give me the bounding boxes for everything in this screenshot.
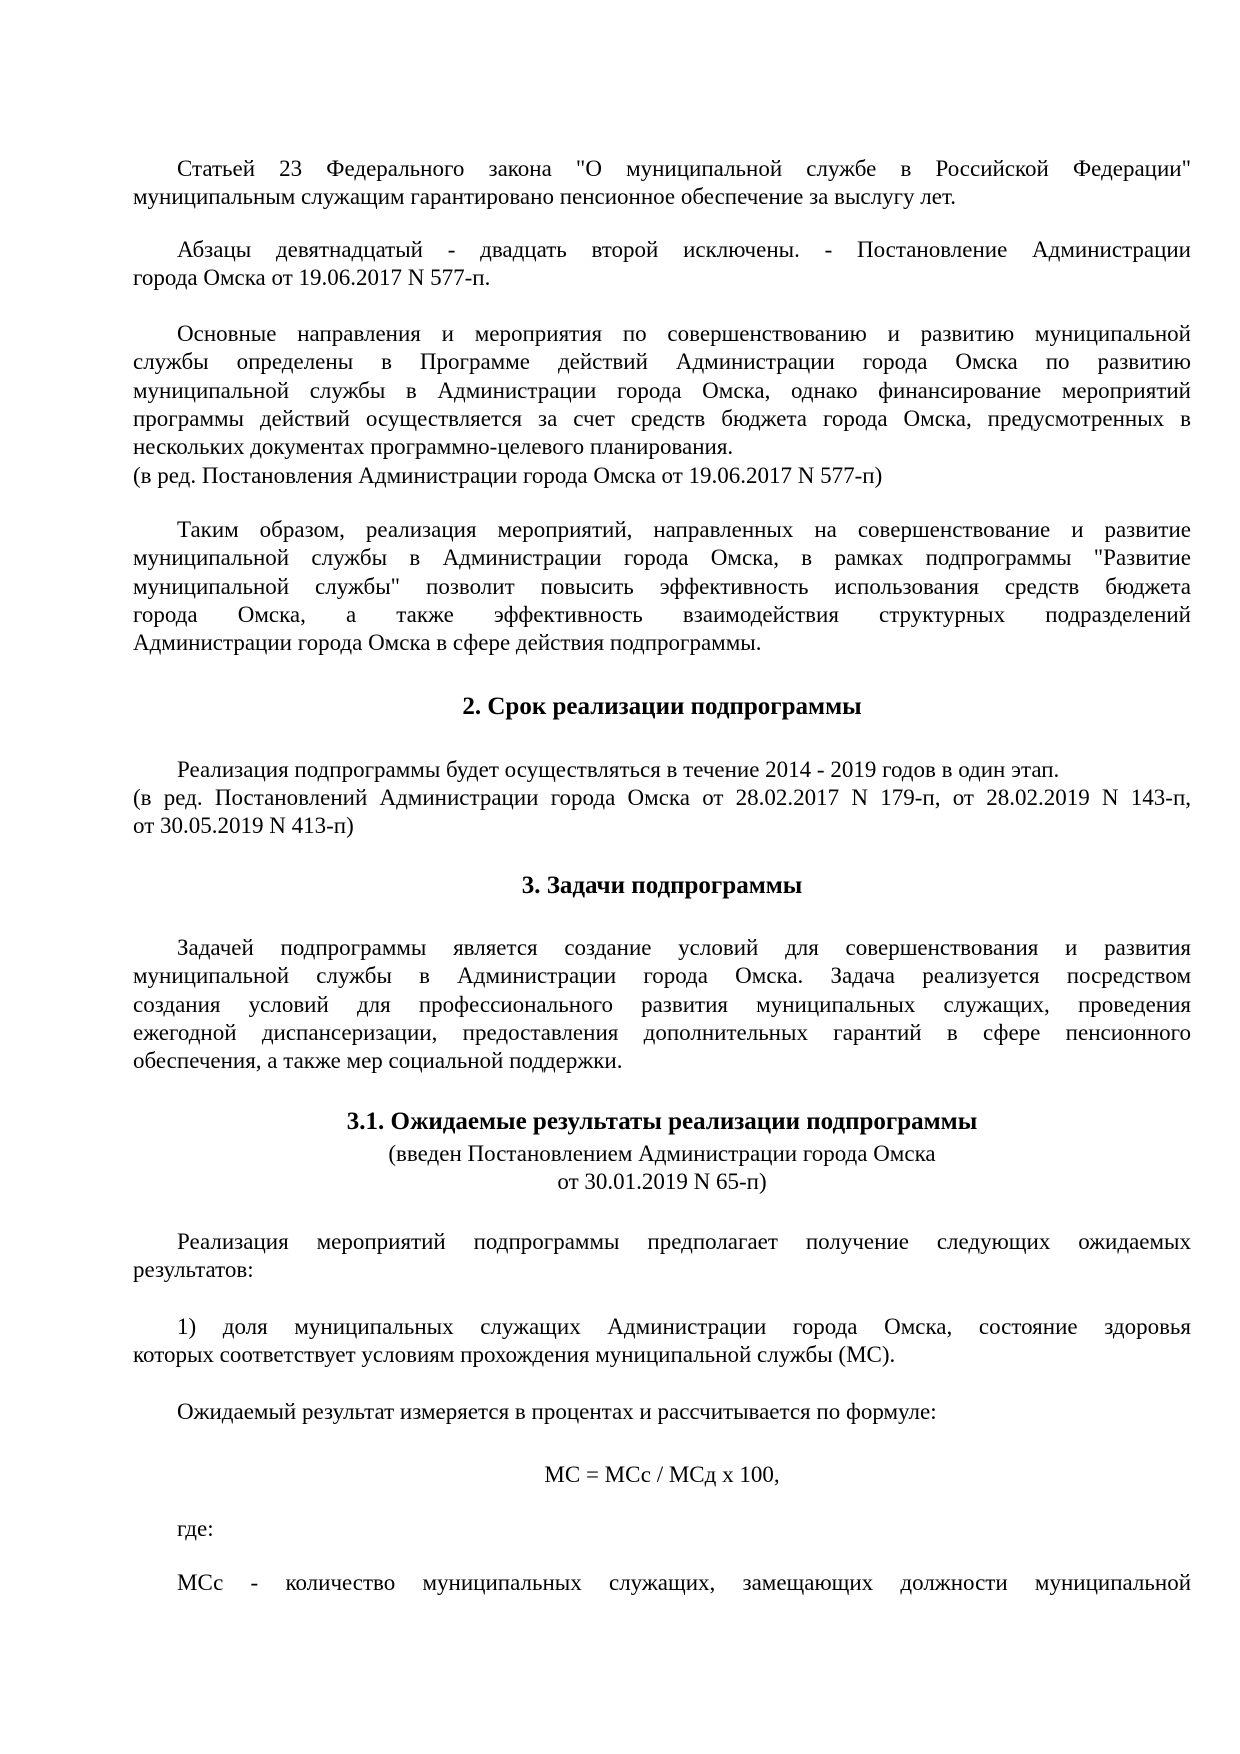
paragraph bbox=[133, 1313, 1191, 1370]
text-line: Реализация подпрограммы будет осуществляться в течение 2014 - 2019 годов в один этап. bbox=[177, 757, 1060, 782]
text-line: города Омска, а также эффективность взаимодействия структурных подразделений bbox=[133, 601, 1191, 627]
paragraph bbox=[133, 1228, 1191, 1285]
amendment-note bbox=[133, 462, 1191, 490]
text-line: муниципальным служащим гарантировано пенсионное обеспечение за выслугу лет. bbox=[133, 184, 957, 210]
text-line: Задачей подпрограммы является создание условий для совершенствования и развития bbox=[177, 935, 1191, 960]
section-heading bbox=[133, 872, 1191, 900]
centered-text bbox=[133, 1461, 1191, 1489]
text-line: муниципальной службы в Администрации города Омска. Задача реализуется посредством bbox=[133, 963, 1191, 989]
text-line: Статьей 23 Федерального закона "О муниципальной службе в Российской Федерации" bbox=[177, 156, 1191, 181]
text-line: (в ред. Постановления Администрации города Омска от 19.06.2017 N 577-п) bbox=[133, 463, 883, 488]
text-line: обеспечения, а также мер социальной поддержки. bbox=[133, 1048, 623, 1074]
text-line: 2. Срок реализации подпрограммы bbox=[462, 693, 862, 720]
text-line: где: bbox=[177, 1516, 214, 1541]
text-line: муниципальной службы" позволит повысить эффективность использования средств бюджета bbox=[133, 573, 1191, 599]
text-line: муниципальной службы в Администрации города Омска, в рамках подпрограммы "Развитие bbox=[133, 545, 1191, 571]
text-line: создания условий для профессионального развития муниципальных служащих, проведения bbox=[133, 991, 1191, 1017]
text-line: программы действий осуществляется за счет средств бюджета города Омска, предусмотренных в bbox=[133, 405, 1191, 431]
section-heading bbox=[133, 693, 1191, 721]
text-line: 3. Задачи подпрограммы bbox=[521, 872, 803, 899]
text-line: ежегодной диспансеризации, предоставления дополнительных гарантий в сфере пенсионного bbox=[133, 1019, 1191, 1045]
paragraph bbox=[133, 1515, 1191, 1543]
paragraph bbox=[133, 155, 1191, 212]
text-line: 3.1. Ожидаемые результаты реализации подпрограммы bbox=[346, 1108, 978, 1135]
text-line: города Омска от 19.06.2017 N 577-п. bbox=[133, 265, 491, 291]
text-line: результатов: bbox=[133, 1257, 254, 1283]
text-line: которых соответствует условиям прохождения муниципальной службы (МС). bbox=[133, 1342, 896, 1368]
text-line: Администрации города Омска в сфере действия подпрограммы. bbox=[133, 630, 762, 656]
text-line: Реализация мероприятий подпрограммы предполагает получение следующих ожидаемых bbox=[177, 1229, 1191, 1254]
text-line: Абзацы девятнадцатый - двадцать второй исключены. - Постановление Администрации bbox=[177, 237, 1191, 262]
centered-text bbox=[133, 1140, 1191, 1197]
text-line: Ожидаемый результат измеряется в процентах и рассчитывается по формуле: bbox=[177, 1399, 937, 1424]
section-heading bbox=[133, 1108, 1191, 1136]
paragraph bbox=[133, 1398, 1191, 1426]
text-line: Таким образом, реализация мероприятий, направленных на совершенствование и развитие bbox=[177, 517, 1191, 542]
paragraph bbox=[133, 934, 1191, 1075]
text-line: МСс - количество муниципальных служащих, замещающих должности муниципальной bbox=[177, 1570, 1191, 1595]
text-line: службы определены в Программе действий Администрации города Омска по развитию bbox=[133, 349, 1191, 375]
text-line: Основные направления и мероприятия по совершенствованию и развитию муниципальной bbox=[177, 321, 1191, 346]
paragraph bbox=[133, 516, 1191, 657]
text-line: от 30.01.2019 N 65-п) bbox=[557, 1169, 767, 1195]
paragraph bbox=[133, 756, 1191, 784]
text-line: муниципальной службы в Администрации города Омска, однако финансирование мероприятий bbox=[133, 377, 1191, 403]
paragraph bbox=[133, 236, 1191, 293]
paragraph bbox=[133, 1569, 1191, 1597]
text-line: от 30.05.2019 N 413-п) bbox=[133, 813, 354, 839]
text-line: МС = МСс / МСд х 100, bbox=[544, 1462, 780, 1487]
text-line: 1) доля муниципальных служащих Администрации города Омска, состояние здоровья bbox=[177, 1314, 1191, 1339]
text-line: (введен Постановлением Администрации города Омска bbox=[388, 1141, 936, 1166]
text-line: (в ред. Постановлений Администрации города Омска от 28.02.2017 N 179-п, от 28.02.2019 N 143-п, bbox=[133, 785, 1191, 810]
paragraph bbox=[133, 320, 1191, 461]
amendment-note bbox=[133, 784, 1191, 841]
text-line: нескольких документах программно-целевого планирования. bbox=[133, 434, 734, 460]
